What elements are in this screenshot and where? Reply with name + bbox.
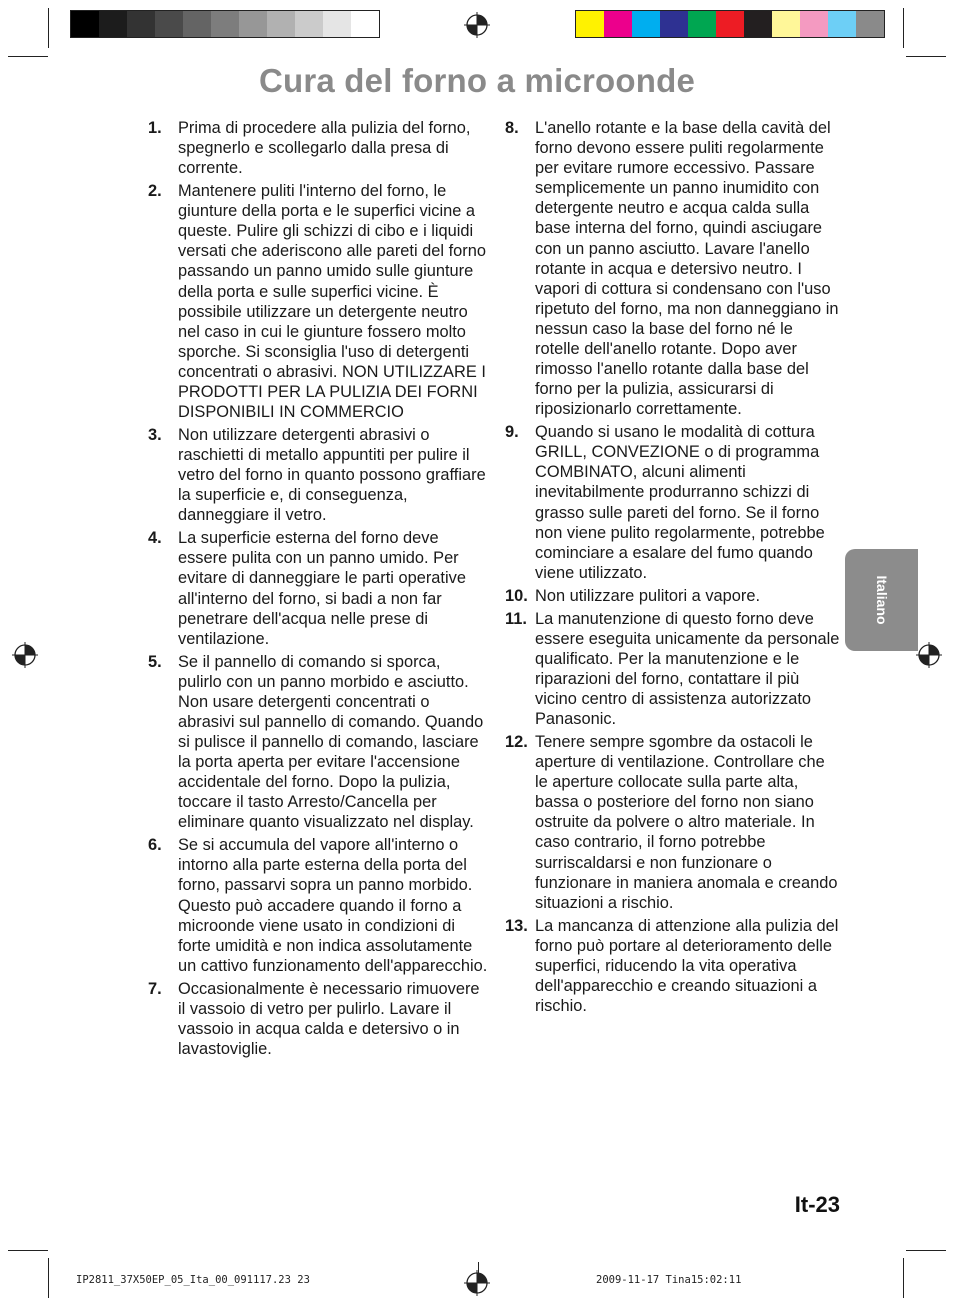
list-item [505, 422, 841, 583]
list-item [148, 181, 488, 422]
color-swatch [99, 11, 127, 37]
color-swatch [744, 11, 772, 37]
color-swatch [295, 11, 323, 37]
color-swatch [155, 11, 183, 37]
list-item [148, 652, 488, 833]
crop-mark [903, 1258, 904, 1298]
list-item [148, 528, 488, 649]
grayscale-calibration-bar [70, 10, 380, 38]
color-swatch [800, 11, 828, 37]
color-swatch [211, 11, 239, 37]
color-swatch [576, 11, 604, 37]
item-text: La superficie esterna del forno deve essere pulita con un panno umido. Per evitare di danneggiare le parti operative all'interno del forno, si badi a non far penetrare dell'acqua nelle prese di ventilazione. [178, 529, 466, 648]
item-number: 9. [505, 423, 519, 442]
color-swatch [660, 11, 688, 37]
color-swatch [323, 11, 351, 37]
item-text: Se si accumula del vapore all'interno o intorno alla parte esterna della porta del forno, passarvi sopra un panno morbido. Questo può accadere quando il forno a microonde viene usato in condizioni di forte umidità e non indica assolutamente un cattivo funzionamento dell'apparecchio. [178, 836, 488, 975]
registration-target-icon [464, 12, 490, 38]
crop-mark [48, 8, 49, 48]
item-number: 1. [148, 119, 162, 137]
crop-mark [903, 8, 904, 48]
list-item [148, 118, 488, 178]
list-item [505, 586, 841, 606]
item-number: 7. [148, 979, 162, 998]
item-text: Quando si usano le modalità di cottura GRILL, CONVEZIONE o di programma COMBINATO, alcuni alimenti inevitabilmente produrranno schizzi di grasso sulle pareti del forno. Se il forno non viene pulito regolarmente, potrebbe cominciare a esalare del fumo quando viene utilizzato. [535, 423, 825, 582]
color-swatch [828, 11, 856, 37]
item-text: L'anello rotante e la base della cavità del forno devono essere puliti regolarmente per evitare rumore eccessivo. Passare semplicemente un panno inumidito con detergente neutro e acqua calda sulla base interna del forno, quindi asciugare con un panno asciutto. Lavare l'anello rotante in acqua e detersivo neutro. I vapori di cottura si condensano con l'uso ripetuto del forno, ma non danneggiano in nessun caso la base del forno né le rotelle dell'anello rotante. Dopo aver rimosso l'anello rotante dalla base del forno per la pulizia, assicurarsi di riposizionarlo correttamente. [535, 119, 839, 419]
color-swatch [183, 11, 211, 37]
crop-mark [8, 56, 48, 57]
item-text: Non utilizzare pulitori a vapore. [535, 586, 761, 605]
item-number: 2. [148, 182, 162, 201]
page-number: It-23 [794, 1192, 840, 1217]
color-swatch [772, 11, 800, 37]
crop-mark [8, 1250, 48, 1251]
language-label: Italiano [873, 575, 890, 625]
item-text: Se il pannello di comando si sporca, pulirlo con un panno morbido e asciutto. Non usare detergenti concentrati o abrasivi sul pannello di comando. Quando si pulisce il pannello di comando, lasciare la porta aperta per evitare l'accensione accidentale del forno. Dopo la pulizia, toccare il tasto Arresto/Cancella per eliminare quanto visualizzato nel display. [178, 652, 484, 832]
item-text: Mantenere puliti l'interno del forno, le giunture della porta e le superfici vicine a queste. Pulire gli schizzi di cibo e i liquidi versati che aderiscono alle pareti del forno passando un panno umido sulle giunture della porta e sulle superfici vicine. È possibile utilizzare un detergente neutro nel caso in cui le giunture fossero molto sporche. Si sconsiglia l'uso di detergenti concentrati o abrasivi. NON UTILIZZARE I PRODOTTI PER LA PULIZIA DEI FORNI DISPONIBILI IN COMMERCIO [178, 182, 486, 422]
list-item [148, 835, 488, 976]
registration-target-icon [464, 1270, 490, 1296]
registration-target-icon [12, 642, 38, 668]
list-item [505, 609, 841, 730]
item-number: 8. [505, 119, 519, 137]
item-number: 10. [505, 586, 528, 605]
list-item [148, 979, 488, 1059]
item-text: Occasionalmente è necessario rimuovere il vassoio di vetro per pulirlo. Lavare il vassoio in acqua calda e detersivo o in lavastoviglie. [178, 979, 480, 1058]
list-item [505, 118, 841, 419]
item-number: 5. [148, 652, 162, 671]
color-swatch [71, 11, 99, 37]
item-text: La mancanza di attenzione alla pulizia del forno può portare al deterioramento delle superfici, riducendo la vita operativa dell'apparecchio e creando situazioni a rischio. [535, 916, 839, 1016]
language-side-tab [845, 549, 918, 651]
item-text: Non utilizzare detergenti abrasivi o raschietti di metallo appuntiti per pulire il vetro del forno in quanto possono graffiare la superficie e, di conseguenza, danneggiare il vetro. [178, 426, 486, 525]
color-swatch [632, 11, 660, 37]
color-swatch [239, 11, 267, 37]
color-swatch [604, 11, 632, 37]
color-swatch [716, 11, 744, 37]
color-swatch [351, 11, 379, 37]
item-number: 3. [148, 426, 162, 444]
item-number: 13. [505, 916, 528, 935]
color-swatch [856, 11, 884, 37]
list-item [505, 732, 841, 913]
item-text: La manutenzione di questo forno deve essere eseguita unicamente da personale qualificato. Per la manutenzione e le riparazioni del forno, contattare il più vicino centro di assistenza autorizzato Panasonic. [535, 609, 840, 729]
color-swatch [267, 11, 295, 37]
crop-mark [48, 1258, 49, 1298]
registration-target-icon [916, 642, 942, 668]
color-calibration-bar [575, 10, 885, 38]
item-number: 4. [148, 529, 162, 548]
footer-date-info: 2009-11-17 Tina15:02:11 [596, 1274, 742, 1286]
list-item [505, 916, 841, 1016]
item-number: 6. [148, 836, 162, 855]
list-item [148, 425, 488, 525]
item-text: Prima di procedere alla pulizia del forno, spegnerlo e scollegarlo dalla presa di corrente. [178, 119, 471, 178]
left-column [148, 118, 488, 1062]
right-column [505, 118, 841, 1019]
item-text: Tenere sempre sgombre da ostacoli le aperture di ventilazione. Controllare che le aperture collocate sulla parte alta, bassa o posteriore del forno non siano ostruite da polvere o altro materiale. In caso contrario, il forno potrebbe surriscaldarsi e non funzionare o funzionare in maniera anomala e creando situazioni a rischio. [535, 733, 838, 912]
item-number: 12. [505, 733, 528, 751]
color-swatch [127, 11, 155, 37]
color-swatch [688, 11, 716, 37]
footer-file-info: IP2811_37X50EP_05_Ita_00_091117.23 23 [76, 1274, 310, 1286]
item-number: 11. [505, 609, 527, 628]
crop-mark [906, 56, 946, 57]
crop-mark [906, 1250, 946, 1251]
page-title: Cura del forno a microonde [258, 62, 696, 99]
